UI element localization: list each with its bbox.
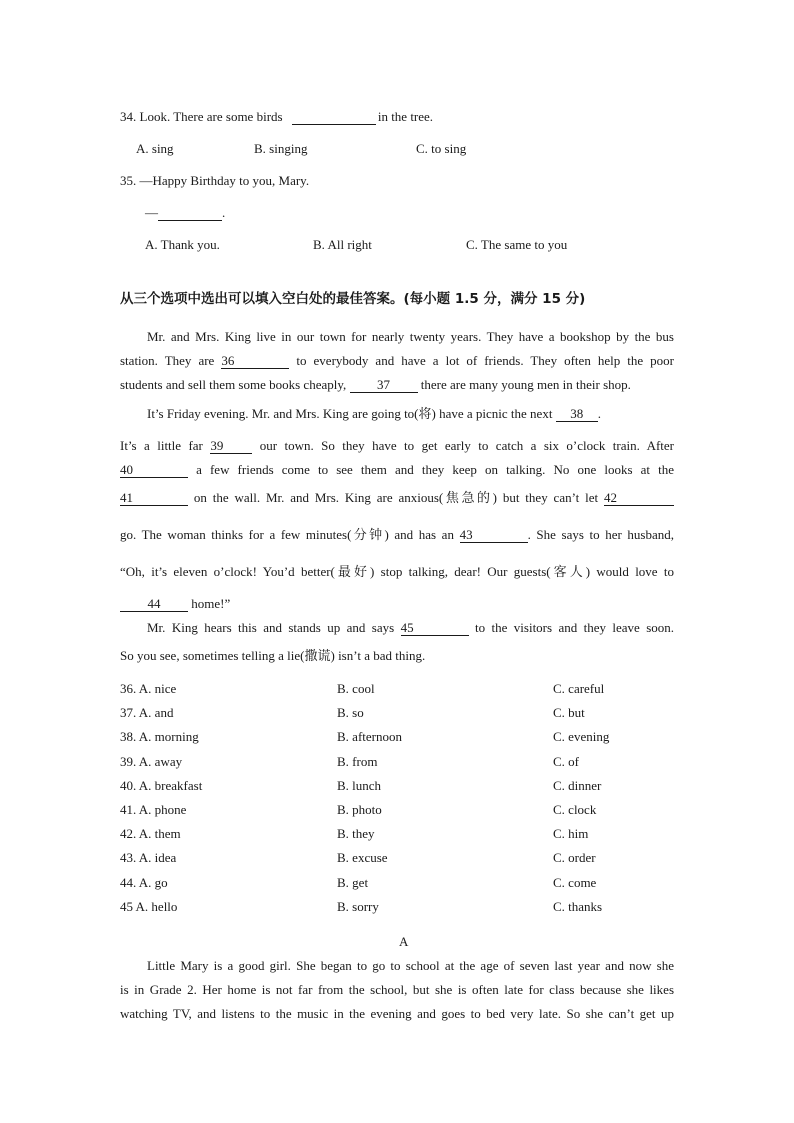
answer-option: C. of [553,754,579,769]
answer-option: C. order [553,850,596,865]
blank-44: 44 [120,597,188,612]
answer-option: 40. A. breakfast [120,778,203,793]
passage-text: go. The woman thinks for a few minutes(分钟) and has an [120,527,454,542]
q34-stem [120,109,433,125]
blank-45: 45 [401,621,469,636]
passage-p1-line1: Mr. and Mrs. King live in our town for nearly twenty years. They have a bookshop by the bus [147,329,674,344]
passage-p2-line2 [120,438,674,454]
q34-stem-after: in the tree. [377,109,434,124]
passage-p3-line1 [147,620,674,636]
passage-text: a few friends come to see them and they keep on talking. No one looks at the [196,462,675,477]
answer-option: 39. A. away [120,754,183,769]
answer-option: C. careful [553,681,605,696]
section-heading: 从三个选项中选出可以填入空白处的最佳答案。(每小题 1.5 分，满分 15 分) [120,291,586,307]
answer-option: 45 A. hello [120,899,178,914]
answer-option: B. get [337,875,369,890]
blank-40: 40 [120,463,188,478]
answer-option: C. clock [553,802,597,817]
q35-stem: 35. —Happy Birthday to you, Mary. [120,173,310,188]
answer-option: 44. A. go [120,875,168,890]
q35-option-c: C. The same to you [466,237,568,252]
passage-p2-line4 [120,490,674,506]
passage-text: there are many young men in their shop. [420,377,631,392]
q34-option-b: B. singing [254,141,308,156]
reading-line1: Little Mary is a good girl. She began to go to school at the age of seven last year and now she [147,958,674,973]
passage-text: to everybody and have a lot of friends. They often help the poor [296,353,674,368]
passage-p1-line2 [120,353,674,369]
passage-p2-line3 [120,462,674,478]
answer-option: B. cool [337,681,375,696]
answer-option: 43. A. idea [120,850,177,865]
passage-text: home!” [191,596,231,611]
passage-p2-line5 [120,527,674,543]
blank-37: 37 [350,378,418,393]
passage-p2-line6: “Oh, it’s eleven o’clock! You’d better(最好) stop talking, dear! Our guests(客人) would love to [120,564,674,579]
passage-text: . She says to her husband, [527,527,674,542]
answer-option: C. but [553,705,585,720]
q35-option-b: B. All right [313,237,372,252]
answer-option: B. afternoon [337,729,402,744]
passage-p1-line3 [120,377,631,393]
answer-option: C. dinner [553,778,602,793]
answer-option: C. him [553,826,589,841]
q34-blank [292,110,376,125]
answer-option: 37. A. and [120,705,174,720]
answer-option: C. come [553,875,597,890]
answer-option: 42. A. them [120,826,181,841]
passage-p2-line7 [120,596,230,612]
q35-reply [145,205,225,221]
answer-option: B. they [337,826,375,841]
reading-label: A [399,934,409,949]
answer-option: B. sorry [337,899,379,914]
answer-option: B. excuse [337,850,388,865]
blank-41: 41 [120,491,188,506]
blank-36: 36 [221,354,289,369]
answer-option: B. from [337,754,378,769]
blank-38: 38 [556,407,598,422]
blank-42: 42 [604,491,674,506]
passage-text: station. They are [120,353,215,368]
answer-option: 38. A. morning [120,729,199,744]
blank-43: 43 [460,528,528,543]
passage-text: students and sell them some books cheaply, [120,377,347,392]
passage-text: It’s a little far [120,438,203,453]
q35-reply-dash: — [145,205,158,220]
q35-reply-end: . [222,205,226,220]
reading-line2: is in Grade 2. Her home is not far from the school, but she is often late for class because she likes [120,982,674,997]
blank-39: 39 [210,439,252,454]
q35-option-a: A. Thank you. [145,237,220,252]
q34-option-a: A. sing [136,141,174,156]
answer-option: B. so [337,705,364,720]
answer-option: B. lunch [337,778,382,793]
passage-text: Mr. King hears this and stands up and says [147,620,395,635]
answer-option: 41. A. phone [120,802,187,817]
passage-p2-line1 [147,406,601,422]
passage-text: It’s Friday evening. Mr. and Mrs. King are going to(将) have a picnic the next [147,406,553,421]
answer-option: 36. A. nice [120,681,177,696]
passage-text: to the visitors and they leave soon. [475,620,675,635]
q35-blank [158,206,222,221]
passage-p3-line2: So you see, sometimes telling a lie(撒谎) isn’t a bad thing. [120,648,426,663]
answer-option: C. evening [553,729,610,744]
reading-line3: watching TV, and listens to the music in the evening and goes to bed very late. So she can’t get up [120,1006,674,1021]
answer-option: B. photo [337,802,382,817]
passage-text: . [597,406,601,421]
answer-option: C. thanks [553,899,603,914]
q34-option-c: C. to sing [416,141,467,156]
q34-stem-before: 34. Look. There are some birds [120,109,283,124]
passage-text: on the wall. Mr. and Mrs. King are anxious(焦急的) but they can’t let [193,490,599,505]
passage-text: our town. So they have to get early to catch a six o’clock train. After [259,438,675,453]
